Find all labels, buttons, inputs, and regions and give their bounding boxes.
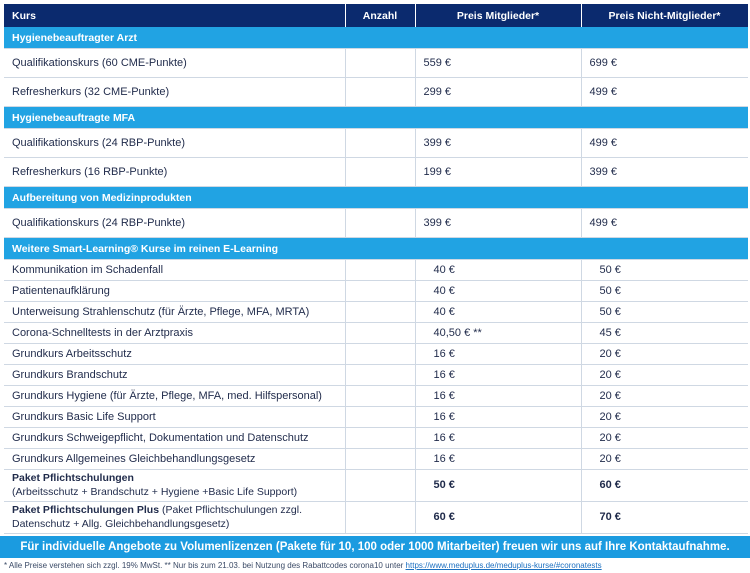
quantity-cell [345, 470, 415, 502]
course-name: Corona-Schnelltests in der Arztpraxis [4, 323, 345, 344]
member-price: 199 € [415, 158, 581, 187]
package-name-cell [4, 502, 345, 534]
member-price: 40 € [415, 302, 581, 323]
course-name: Refresherkurs (16 RBP-Punkte) [4, 158, 345, 187]
nonmember-price: 20 € [581, 365, 748, 386]
course-name: Kommunikation im Schadenfall [4, 260, 345, 281]
nonmember-price: 20 € [581, 386, 748, 407]
nonmember-price: 45 € [581, 323, 748, 344]
package-title: Paket Pflichtschulungen Plus [12, 503, 160, 516]
member-price: 40,50 € ** [415, 323, 581, 344]
table-row [4, 449, 748, 470]
course-name: Qualifikationskurs (60 CME-Punkte) [4, 49, 345, 78]
quantity-cell [345, 449, 415, 470]
table-row [4, 49, 748, 78]
member-price: 16 € [415, 344, 581, 365]
course-name: Qualifikationskurs (24 RBP-Punkte) [4, 129, 345, 158]
member-price: 16 € [415, 365, 581, 386]
quantity-cell [345, 281, 415, 302]
member-price: 40 € [415, 281, 581, 302]
quantity-cell [345, 260, 415, 281]
nonmember-price: 20 € [581, 344, 748, 365]
table-row [4, 407, 748, 428]
member-price: 399 € [415, 209, 581, 238]
nonmember-price: 699 € [581, 49, 748, 78]
footnote-text: * Alle Preise verstehen sich zzgl. 19% MwSt. ** Nur bis zum 21.03. bei Nutzung des Rabattcodes corona10 unter [4, 561, 406, 570]
header-preis-nicht-mitglieder: Preis Nicht-Mitglieder* [581, 4, 748, 27]
course-name: Grundkurs Arbeitsschutz [4, 344, 345, 365]
table-row [4, 470, 748, 502]
price-table [4, 4, 749, 534]
member-price: 60 € [415, 502, 581, 534]
table-row [4, 129, 748, 158]
table-row [4, 281, 748, 302]
course-name: Patientenaufklärung [4, 281, 345, 302]
quantity-cell [345, 428, 415, 449]
member-price: 559 € [415, 49, 581, 78]
table-row [4, 302, 748, 323]
quantity-cell [345, 158, 415, 187]
table-row [4, 386, 748, 407]
member-price: 16 € [415, 407, 581, 428]
table-header [4, 4, 748, 27]
header-anzahl: Anzahl [345, 4, 415, 27]
section-row [4, 107, 748, 129]
corona-tests-link[interactable]: https://www.meduplus.de/meduplus-kurse/#coronatests [405, 561, 602, 570]
nonmember-price: 70 € [581, 502, 748, 534]
member-price: 16 € [415, 449, 581, 470]
nonmember-price: 50 € [581, 281, 748, 302]
member-price: 16 € [415, 386, 581, 407]
nonmember-price: 20 € [581, 428, 748, 449]
course-name: Qualifikationskurs (24 RBP-Punkte) [4, 209, 345, 238]
table-row [4, 344, 748, 365]
volume-license-banner: Für individuelle Angebote zu Volumenlizenzen (Pakete für 10, 100 oder 1000 Mitarbeiter) freuen wir uns auf Ihre Kontaktaufnahme. [0, 536, 750, 558]
quantity-cell [345, 502, 415, 534]
table-row [4, 428, 748, 449]
table-row [4, 323, 748, 344]
member-price: 299 € [415, 78, 581, 107]
package-detail: (Paket Pflichtschulungen zzgl. Datenschutz + Allg. Gleichbehandlungsgesetz) [12, 503, 303, 530]
section-row [4, 27, 748, 49]
section-title: Aufbereitung von Medizinprodukten [4, 187, 748, 209]
package-name-cell [4, 470, 345, 502]
quantity-cell [345, 323, 415, 344]
quantity-cell [345, 129, 415, 158]
course-name: Unterweisung Strahlenschutz (für Ärzte, Pflege, MFA, MRTA) [4, 302, 345, 323]
quantity-cell [345, 209, 415, 238]
section-row [4, 187, 748, 209]
nonmember-price: 60 € [581, 470, 748, 502]
nonmember-price: 499 € [581, 129, 748, 158]
nonmember-price: 50 € [581, 302, 748, 323]
quantity-cell [345, 386, 415, 407]
quantity-cell [345, 365, 415, 386]
member-price: 399 € [415, 129, 581, 158]
course-name: Grundkurs Hygiene (für Ärzte, Pflege, MFA, med. Hilfspersonal) [4, 386, 345, 407]
nonmember-price: 50 € [581, 260, 748, 281]
footnote [4, 559, 746, 572]
quantity-cell [345, 344, 415, 365]
header-kurs: Kurs [4, 4, 345, 27]
section-title: Hygienebeauftragter Arzt [4, 27, 748, 49]
quantity-cell [345, 407, 415, 428]
package-title: Paket Pflichtschulungen [12, 471, 134, 484]
package-detail: (Arbeitsschutz + Brandschutz + Hygiene +Basic Life Support) [12, 485, 298, 498]
course-name: Grundkurs Basic Life Support [4, 407, 345, 428]
section-title: Weitere Smart-Learning® Kurse im reinen E-Learning [4, 238, 748, 260]
table-row [4, 78, 748, 107]
quantity-cell [345, 78, 415, 107]
section-row [4, 238, 748, 260]
course-name: Grundkurs Brandschutz [4, 365, 345, 386]
nonmember-price: 20 € [581, 449, 748, 470]
course-name: Grundkurs Allgemeines Gleichbehandlungsgesetz [4, 449, 345, 470]
member-price: 40 € [415, 260, 581, 281]
nonmember-price: 20 € [581, 407, 748, 428]
quantity-cell [345, 49, 415, 78]
table-row [4, 209, 748, 238]
table-row [4, 365, 748, 386]
table-row [4, 260, 748, 281]
nonmember-price: 399 € [581, 158, 748, 187]
nonmember-price: 499 € [581, 78, 748, 107]
quantity-cell [345, 302, 415, 323]
nonmember-price: 499 € [581, 209, 748, 238]
course-name: Grundkurs Schweigepflicht, Dokumentation und Datenschutz [4, 428, 345, 449]
header-preis-mitglieder: Preis Mitglieder* [415, 4, 581, 27]
table-row [4, 502, 748, 534]
member-price: 16 € [415, 428, 581, 449]
course-name: Refresherkurs (32 CME-Punkte) [4, 78, 345, 107]
member-price: 50 € [415, 470, 581, 502]
table-row [4, 158, 748, 187]
section-title: Hygienebeauftragte MFA [4, 107, 748, 129]
